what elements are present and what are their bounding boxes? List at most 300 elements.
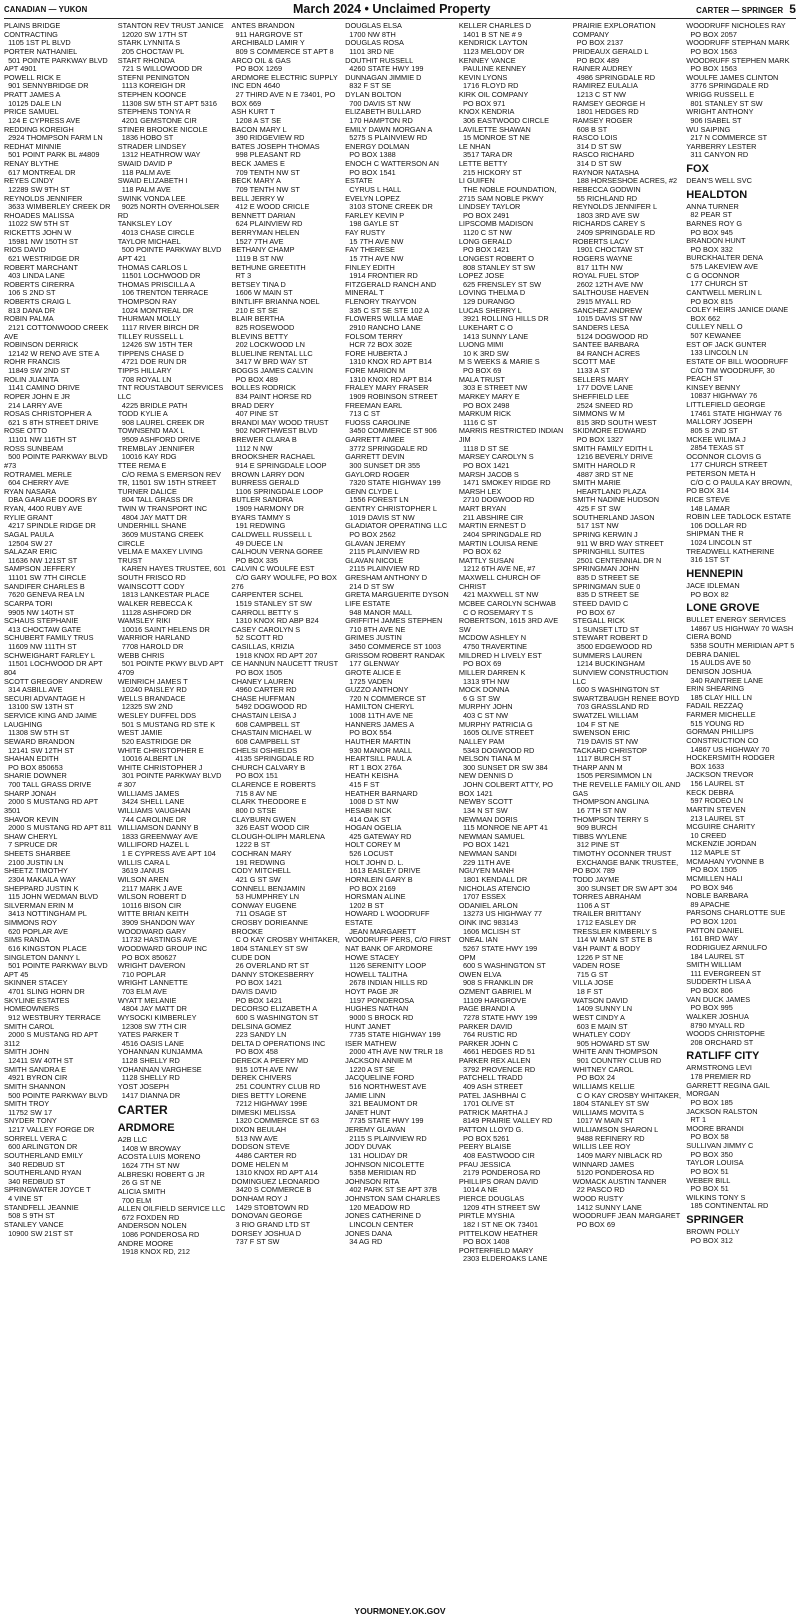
owner-name: PRAIRIE EXPLORATION COMPANY [572, 21, 658, 39]
claim-entry [345, 1023, 455, 1040]
claim-entry [345, 574, 455, 591]
owner-name: OPM [458, 952, 476, 962]
owner-name: DUNNAGAN JIMMIE D [345, 72, 422, 82]
owner-address: 415 F ST [345, 780, 380, 789]
owner-address: 1086 PONDEROSA RD [117, 1230, 200, 1239]
owner-name: CONWAY EUGENE [231, 900, 297, 910]
owner-name: CODY MITCHELL [231, 866, 291, 876]
owner-name: UNDERHILL SHANE [117, 521, 187, 531]
owner-address: 813 DANA DR [4, 305, 56, 315]
claim-entry [4, 652, 114, 678]
owner-name: LETTE BETTY [458, 159, 508, 168]
claim-entry [686, 57, 796, 74]
owner-address: 1128 SHELLY RD [117, 1073, 180, 1083]
owner-address: 161 BRD WAY [686, 934, 739, 944]
owner-address: 214 LARRY AVE [4, 400, 63, 410]
claim-entry [686, 453, 796, 470]
owner-address: 1801 HEDGES RD [572, 107, 639, 117]
claim-entry [118, 979, 228, 996]
owner-address: 4 VINE ST [4, 1194, 43, 1203]
claim-entry [4, 229, 114, 246]
owner-address: 912 WESTBURY TERRACE [4, 1012, 101, 1022]
owner-address: 1310 KNOX RD APT B14 [345, 374, 432, 384]
owner-address: 703 GRASSLAND RD [572, 702, 649, 712]
claim-entry [459, 600, 569, 635]
owner-name: ODANIEL ARLON [458, 900, 518, 910]
owner-address: PO BOX 554 [345, 728, 392, 738]
owner-name: YATES PARKER T [117, 1030, 179, 1040]
owner-name: C G OCONNOR [686, 270, 740, 280]
owner-address: 82 PEAR ST [686, 210, 733, 220]
claim-entry [4, 427, 114, 444]
owner-name: CARROLL BETTY S [231, 607, 299, 617]
owner-name: WHITE ANN THOMPSON [572, 1047, 658, 1057]
owner-address: 1208 A ST SE [231, 115, 282, 125]
owner-address: 621 WESTRIDGE DR [4, 253, 80, 263]
owner-address: 118 PALM AVE [117, 167, 171, 177]
owner-name: GENTRY CHRISTOPHER L [345, 504, 437, 513]
claim-entry [686, 1108, 796, 1125]
owner-name: TNT ROUSTABOUT SERVICES LLC [117, 383, 226, 401]
owner-name: PHILLIPS ORAN DAVID [458, 1176, 539, 1186]
owner-name: ESTATE OF BILL WOODRUFF [686, 356, 789, 366]
owner-address: 11101 NW 116TH ST [4, 435, 77, 444]
claim-entry [459, 126, 569, 143]
claim-entry [573, 997, 683, 1014]
owner-name: BURRESS GERALD [231, 478, 300, 488]
owner-address: 314 ASBILL AVE [4, 685, 63, 695]
claim-entry [573, 583, 683, 600]
owner-name: ANTES BRANDON [231, 21, 295, 30]
owner-name: BLEVINS BETTY [231, 331, 289, 341]
claim-entry [231, 1005, 341, 1022]
owner-address: 4921 BYRON CIR [4, 1073, 68, 1083]
claim-entry [459, 885, 569, 902]
owner-name: JAMIE LINN [345, 1090, 386, 1100]
owner-address: 800 D STSE [231, 805, 277, 815]
claim-entry [345, 634, 455, 651]
owner-name: NGUYEN MANH [458, 866, 514, 876]
claim-entry [686, 651, 796, 668]
claim-entry [4, 565, 114, 582]
owner-address: 11501 LOCHWOOD DR [117, 271, 201, 281]
owner-address: 4804 JAY MATT DR [117, 512, 187, 522]
claim-entry [459, 954, 569, 971]
claim-entry [4, 1169, 114, 1186]
claim-entry [459, 393, 569, 410]
owner-address: 1113 KOREIGH DR [117, 81, 186, 91]
owner-name: TIMOTHY OCONNER TRUST [572, 849, 672, 858]
claim-entry [4, 445, 114, 471]
claim-entry [573, 712, 683, 729]
claim-entry [686, 237, 796, 254]
owner-address: PO BOX 1201 [686, 917, 737, 926]
owner-address: 5343 DOGWOOD RD [458, 745, 535, 755]
claim-entry [4, 867, 114, 884]
owner-address: 12308 SW 7TH CIR [117, 1021, 187, 1031]
claim-entry [345, 177, 455, 194]
owner-address: PO BOX 151 [231, 771, 278, 781]
owner-name: HAMILTON CHERYL [345, 702, 415, 712]
claim-entry [573, 617, 683, 634]
claim-entry [118, 747, 228, 764]
owner-name: BULLET ENERGY SERVICES [686, 615, 786, 625]
owner-address: 721 S WILLOWOOD DR [117, 64, 203, 74]
owner-name: KELLER CHARLES D [458, 21, 532, 30]
owner-name: GRIFFITH JAMES STEPHEN [345, 616, 443, 626]
owner-address: 311 CANYON RD [686, 150, 749, 160]
owner-name: CHURCH CALVARY B [231, 762, 306, 772]
owner-address: 617 MONTREAL DR [4, 167, 76, 177]
claim-entry [459, 1178, 569, 1195]
owner-name: DIXON BEULAH [231, 1125, 287, 1134]
claim-entry [686, 177, 796, 186]
owner-name: POWELL RICK E [4, 72, 61, 82]
owner-address: PO BOX 458 [231, 1047, 278, 1057]
claim-entry [686, 728, 796, 754]
claim-entry [231, 816, 341, 833]
claim-entry [4, 358, 114, 375]
owner-name: VADEN ROSE [572, 961, 621, 971]
owner-name: KINSEY BENNY [686, 382, 741, 392]
owner-address: C/O C O PAULA KAY BROWN, PO BOX 314 [686, 477, 795, 496]
claim-entry [118, 22, 228, 39]
owner-name: LIPSCOMB MADISON [458, 219, 534, 229]
owner-name: SEWARD BRANDON [4, 736, 75, 746]
owner-name: PIRTLE MYSHIA [458, 1211, 515, 1221]
claim-entry [231, 850, 341, 867]
owner-address: 11849 SW 2ND ST [4, 366, 70, 375]
owner-name: SOUTHERLAND JASON [572, 512, 655, 522]
claim-entry [118, 298, 228, 315]
owner-name: TOWNSEND MAX L [117, 426, 185, 436]
claim-entry [686, 927, 796, 944]
owner-name: RAMSEY GEORGE H [572, 98, 646, 108]
owner-name: REYES CINDY [4, 176, 54, 186]
owner-address: PO BOX 945 [686, 227, 733, 237]
claim-entry [459, 39, 569, 56]
claim-entry [231, 436, 341, 453]
owner-address: 340 REDBUD ST [4, 1159, 65, 1169]
owner-name: ROSE OTTO [4, 426, 48, 436]
owner-address: 4225 BRIDLE PATH [117, 400, 188, 410]
claim-entry [686, 823, 796, 840]
owner-address: 316 1ST ST [686, 555, 730, 565]
owner-address: 421 MAXWELL ST NW [458, 590, 539, 600]
claim-entry [118, 238, 228, 264]
owner-address: 715 8 AV NE [231, 788, 278, 798]
owner-name: PATTON DANIEL [686, 925, 744, 935]
owner-name: FORE HUBERTA J [345, 348, 408, 358]
claim-entry [573, 100, 683, 117]
owner-address: 115 JOHN WEDMAN BLVD [4, 892, 99, 902]
listing-column [4, 22, 114, 1600]
owner-address: 9509 ASHFORD DRIVE [117, 435, 201, 444]
owner-address: 621 S 8TH STREET DRIVE [4, 417, 99, 427]
owner-address: 413 CHOCTAW GATE [4, 624, 81, 634]
owner-name: ROLIN JUANITA [4, 374, 59, 384]
owner-address: 2117 MARK J AVE [117, 883, 183, 893]
owner-name: ROBINSON DERRICK [4, 340, 79, 350]
owner-address: 3500 EDGEWOOD RD [572, 642, 653, 651]
owner-address: PO BOX 58 [686, 1132, 729, 1142]
owner-address: PO BOX 51 [686, 1166, 729, 1176]
owner-address: 600 ARLINGTON DR [4, 1142, 78, 1152]
header-title: March 2024 • Unclaimed Property [292, 2, 491, 16]
owner-address: 1914 FRONTIER RD [345, 271, 418, 281]
owner-name: FRALEY MARY FRASER [345, 383, 429, 393]
owner-address: 13273 US HIGHWAY 77 [458, 909, 542, 919]
claim-entry [118, 108, 228, 125]
owner-name: WEST JAMIE [117, 728, 163, 738]
owner-address: 6 G ST SW [458, 693, 500, 703]
owner-name: DIES BETTY LORENE [231, 1090, 307, 1100]
owner-address: 10116 BISON CIR [117, 900, 182, 910]
owner-name: WILLIAMSON DANNY B [117, 823, 199, 833]
owner-name: MARKUM RICK [458, 409, 512, 419]
owner-address: 3 RIO GRAND LTD ST [231, 1219, 311, 1229]
owner-name: ARCHIBALD LAMIR Y [231, 38, 305, 48]
owner-name: WELLS BRANDACE [117, 693, 186, 703]
owner-address: 15 AULDS AVE 50 [686, 658, 751, 668]
owner-name: SWAID DAVID P [117, 159, 173, 168]
claim-entry [231, 885, 341, 902]
owner-name: BETSEY TINA D [231, 279, 286, 289]
owner-address: PO BOX 62 [458, 547, 502, 557]
owner-name: THOMPSON ANGLINA [572, 797, 649, 807]
owner-name: EMILY DAWN MORGAN A [345, 124, 433, 134]
owner-address: 4701 SLING HORN DR [4, 987, 85, 996]
claim-entry [459, 22, 569, 39]
owner-address: 1014 A NE [458, 1185, 498, 1195]
owner-address: 12020 SW 17TH ST [117, 29, 188, 39]
owner-address: 223 SANDY LN [231, 1030, 287, 1040]
owner-name: WILLIS LEE ROY [572, 1142, 631, 1152]
owner-address: 1519 STANLEY ST SW [231, 598, 312, 608]
claim-entry [231, 195, 341, 212]
claim-entry [4, 997, 114, 1023]
owner-address: 213 LAUREL ST [686, 813, 745, 823]
claim-entry [118, 1153, 228, 1170]
owner-address: 834 PAINT HORSE RD [231, 391, 312, 401]
owner-address: 129 DURANGO [458, 297, 515, 306]
claim-entry [345, 910, 455, 953]
owner-name: HOWARD L WOODRUFF ESTATE [345, 909, 432, 927]
claim-entry [686, 789, 796, 806]
owner-address: 3619 JANUS [117, 866, 165, 876]
owner-name: MARSH JACOB S [458, 469, 519, 479]
owner-name: KENDRICK LAYTON [458, 38, 528, 48]
owner-name: SOUTHERLAND RYAN [4, 1168, 82, 1178]
claim-entry [573, 816, 683, 833]
claim-entry [573, 341, 683, 358]
owner-address: 1833 GREENWAY AVE [117, 831, 198, 841]
claim-entry [4, 177, 114, 194]
claim-entry [686, 754, 796, 771]
owner-name: MCGUIRE CHARITY [686, 822, 756, 832]
claim-entry [573, 1066, 683, 1083]
owner-address: 2000 S MUSTANG RD APT 3112 [4, 1030, 101, 1048]
claim-entry [231, 531, 341, 548]
owner-address: 11636 NW 121ST ST [4, 555, 78, 565]
owner-address: 8790 MYALL RD [686, 1020, 745, 1030]
claim-entry [231, 74, 341, 109]
claim-entry [459, 971, 569, 988]
owner-name: GROTE ALICE E [345, 667, 402, 677]
owner-name: DOMINGUEZ LEONARDO [231, 1176, 320, 1186]
owner-name: WILLIS CARA L [117, 857, 170, 867]
claim-entry [345, 91, 455, 108]
owner-name: WOODRUFF STEPHAN MARK [686, 38, 790, 48]
claim-entry [573, 548, 683, 565]
owner-address: 1505 PERSIMMON LN [572, 771, 652, 781]
owner-name: SMITH NADINE HUDSON [572, 495, 660, 505]
owner-name: ROBERTS CRAIG L [4, 297, 71, 306]
claim-entry [686, 711, 796, 728]
claim-entry [4, 772, 114, 789]
owner-address: 801 STANLEY ST SW [686, 98, 763, 108]
owner-name: ARMSTRONG LEVI [686, 1063, 752, 1073]
owner-address: PO BOX 2057 [686, 29, 737, 39]
owner-name: WOODS CHRISTOPHE [686, 1029, 765, 1039]
claim-entry [573, 600, 683, 617]
claim-entry [118, 1136, 228, 1153]
claim-entry [118, 1171, 228, 1188]
claim-entry [459, 522, 569, 539]
owner-name: DOUTHIT RUSSELL [345, 55, 414, 65]
owner-name: HAUTHER MARTIN [345, 736, 411, 746]
owner-address: 2121 COTTONWOOD CREEK AVE [4, 322, 110, 341]
owner-name: MILDRED H LIVELY EST [458, 650, 542, 660]
owner-address: PAULINE KENNEY [458, 64, 527, 74]
claim-entry [118, 1014, 228, 1031]
claim-entry [345, 488, 455, 505]
owner-address: 744 CAROLINE DR [117, 814, 187, 824]
owner-address: KAREN HAYES TRUSTEE, 601 SOUTH FRISCO RD [117, 564, 229, 582]
owner-name: SMITH SANDRA E [4, 1064, 67, 1074]
owner-address: 314 D ST SW [572, 141, 622, 151]
owner-name: CASILLAS, KRIZIA [231, 642, 295, 651]
owner-name: LOPEZ JOSE [458, 271, 505, 281]
claim-entry [345, 126, 455, 143]
owner-address: 1024 MONTREAL DR [117, 305, 194, 315]
owner-name: ROBIN PALMA [4, 314, 54, 324]
owner-name: YOHANNAN VARGHESE [117, 1064, 202, 1074]
claim-entry [345, 453, 455, 470]
claim-entry [573, 82, 683, 99]
owner-name: SMITH CAROL [4, 1021, 55, 1031]
owner-name: MCDOW ASHLEY N [458, 633, 527, 643]
owner-address: 177 GLENWAY [345, 659, 400, 669]
claim-entry [231, 298, 341, 315]
claim-entry [4, 212, 114, 229]
owner-address: 10125 DALE LN [4, 98, 62, 108]
owner-name: HUNT JANET [345, 1021, 391, 1031]
claim-entry [231, 419, 341, 436]
owner-address: 1119 B ST NW [231, 253, 284, 263]
claim-entry [345, 160, 455, 177]
owner-name: SECURI ADVANTAGE H [4, 693, 85, 703]
owner-address: 26 G ST NE [117, 1178, 162, 1188]
owner-name: ANDERSON NOLEN [117, 1221, 187, 1231]
claim-entry [231, 246, 341, 263]
claim-entry [686, 858, 796, 875]
owner-name: PRICE SAMUEL [4, 107, 59, 117]
listing-column [231, 22, 341, 1600]
owner-name: PARSONS CHARLOTTE SUE [686, 908, 786, 918]
claim-entry [459, 272, 569, 289]
owner-name: PLAINS BRIDGE CONTRACTING [4, 21, 63, 39]
owner-name: KEVIN LYONS [458, 72, 508, 82]
claim-entry [345, 876, 455, 893]
owner-address: 1412 SUNNY LANE [572, 1202, 642, 1212]
claim-entry [459, 505, 569, 522]
owner-name: BETHANY CHAMP [231, 245, 295, 255]
owner-name: LE NHAN [458, 141, 491, 151]
owner-address: 89 APACHE [686, 899, 730, 909]
owner-address: PO BOX 82 [686, 589, 729, 599]
owner-address: PO BOX 185 [686, 1097, 733, 1107]
owner-name: MAXWELL CHURCH OF CHRIST [458, 573, 543, 591]
claim-entry [686, 289, 796, 306]
owner-name: PORTERFIELD MARY [458, 1245, 534, 1255]
owner-address: 13100 SW 13TH ST [4, 702, 74, 712]
owner-name: RYLIE GRANT [4, 512, 53, 522]
claim-entry [686, 1142, 796, 1159]
owner-name: CLARENCE E ROBERTS [231, 780, 316, 789]
owner-address: 520 EASTRIDGE DR [117, 736, 192, 746]
owner-address: 300 SUNSET DR SW APT 304 [572, 883, 678, 893]
claim-entry [4, 833, 114, 850]
owner-address: 10 K 3RD SW [458, 348, 509, 358]
owner-name: WHATLEY CODY [572, 1030, 631, 1040]
claim-entry [686, 272, 796, 289]
owner-address: 1101 3RD NE [345, 46, 394, 56]
owner-name: STARK LYNNITA S [117, 38, 181, 48]
owner-name: WEBER BILL [686, 1175, 731, 1185]
owner-address: 335 C ST SE STE 102 A [345, 305, 430, 315]
owner-address: 53 HUMPHREY LN [231, 892, 300, 902]
claim-entry [459, 1161, 569, 1178]
owner-name: WOMACK AUSTIN TANNER [572, 1176, 667, 1186]
owner-address: PO BOX 69 [458, 366, 502, 375]
claim-entry [4, 48, 114, 74]
owner-name: CUDE DON [231, 952, 271, 962]
owner-address: 624 PLAINVIEW RD [231, 219, 303, 229]
claim-entry [686, 978, 796, 995]
owner-name: OCONNOR CLOVIS G [686, 451, 762, 461]
claim-entry [118, 350, 228, 367]
owner-address: 608 CAMPBELL ST [231, 719, 301, 729]
owner-address: 106 TRENTON TERRACE [117, 288, 209, 298]
owner-name: WILLIAMSON SHARON L [572, 1125, 659, 1134]
owner-name: RASCO RICHARD [572, 150, 635, 160]
claim-entry [231, 1057, 341, 1074]
owner-address: 3420 S COMMERCE B [231, 1185, 312, 1195]
claim-entry [573, 324, 683, 341]
owner-address: 911 W BRD WAY STREET [572, 538, 664, 548]
owner-address: 1313 9TH NW [458, 676, 510, 686]
claim-entry [345, 57, 455, 74]
owner-name: PIERCE DOUGLAS [458, 1194, 525, 1203]
owner-address: 211 ABSHIRE CIR [458, 512, 524, 522]
owner-name: SKIDMORE EDWARD [572, 426, 647, 436]
claim-entry [345, 1040, 455, 1057]
owner-address: 251 COUNTRY CLUB RD [231, 1081, 321, 1091]
claim-entry [231, 264, 341, 281]
owner-name: THOMPSON RAY [117, 297, 177, 306]
owner-address: 597 RODEO LN [686, 796, 744, 806]
